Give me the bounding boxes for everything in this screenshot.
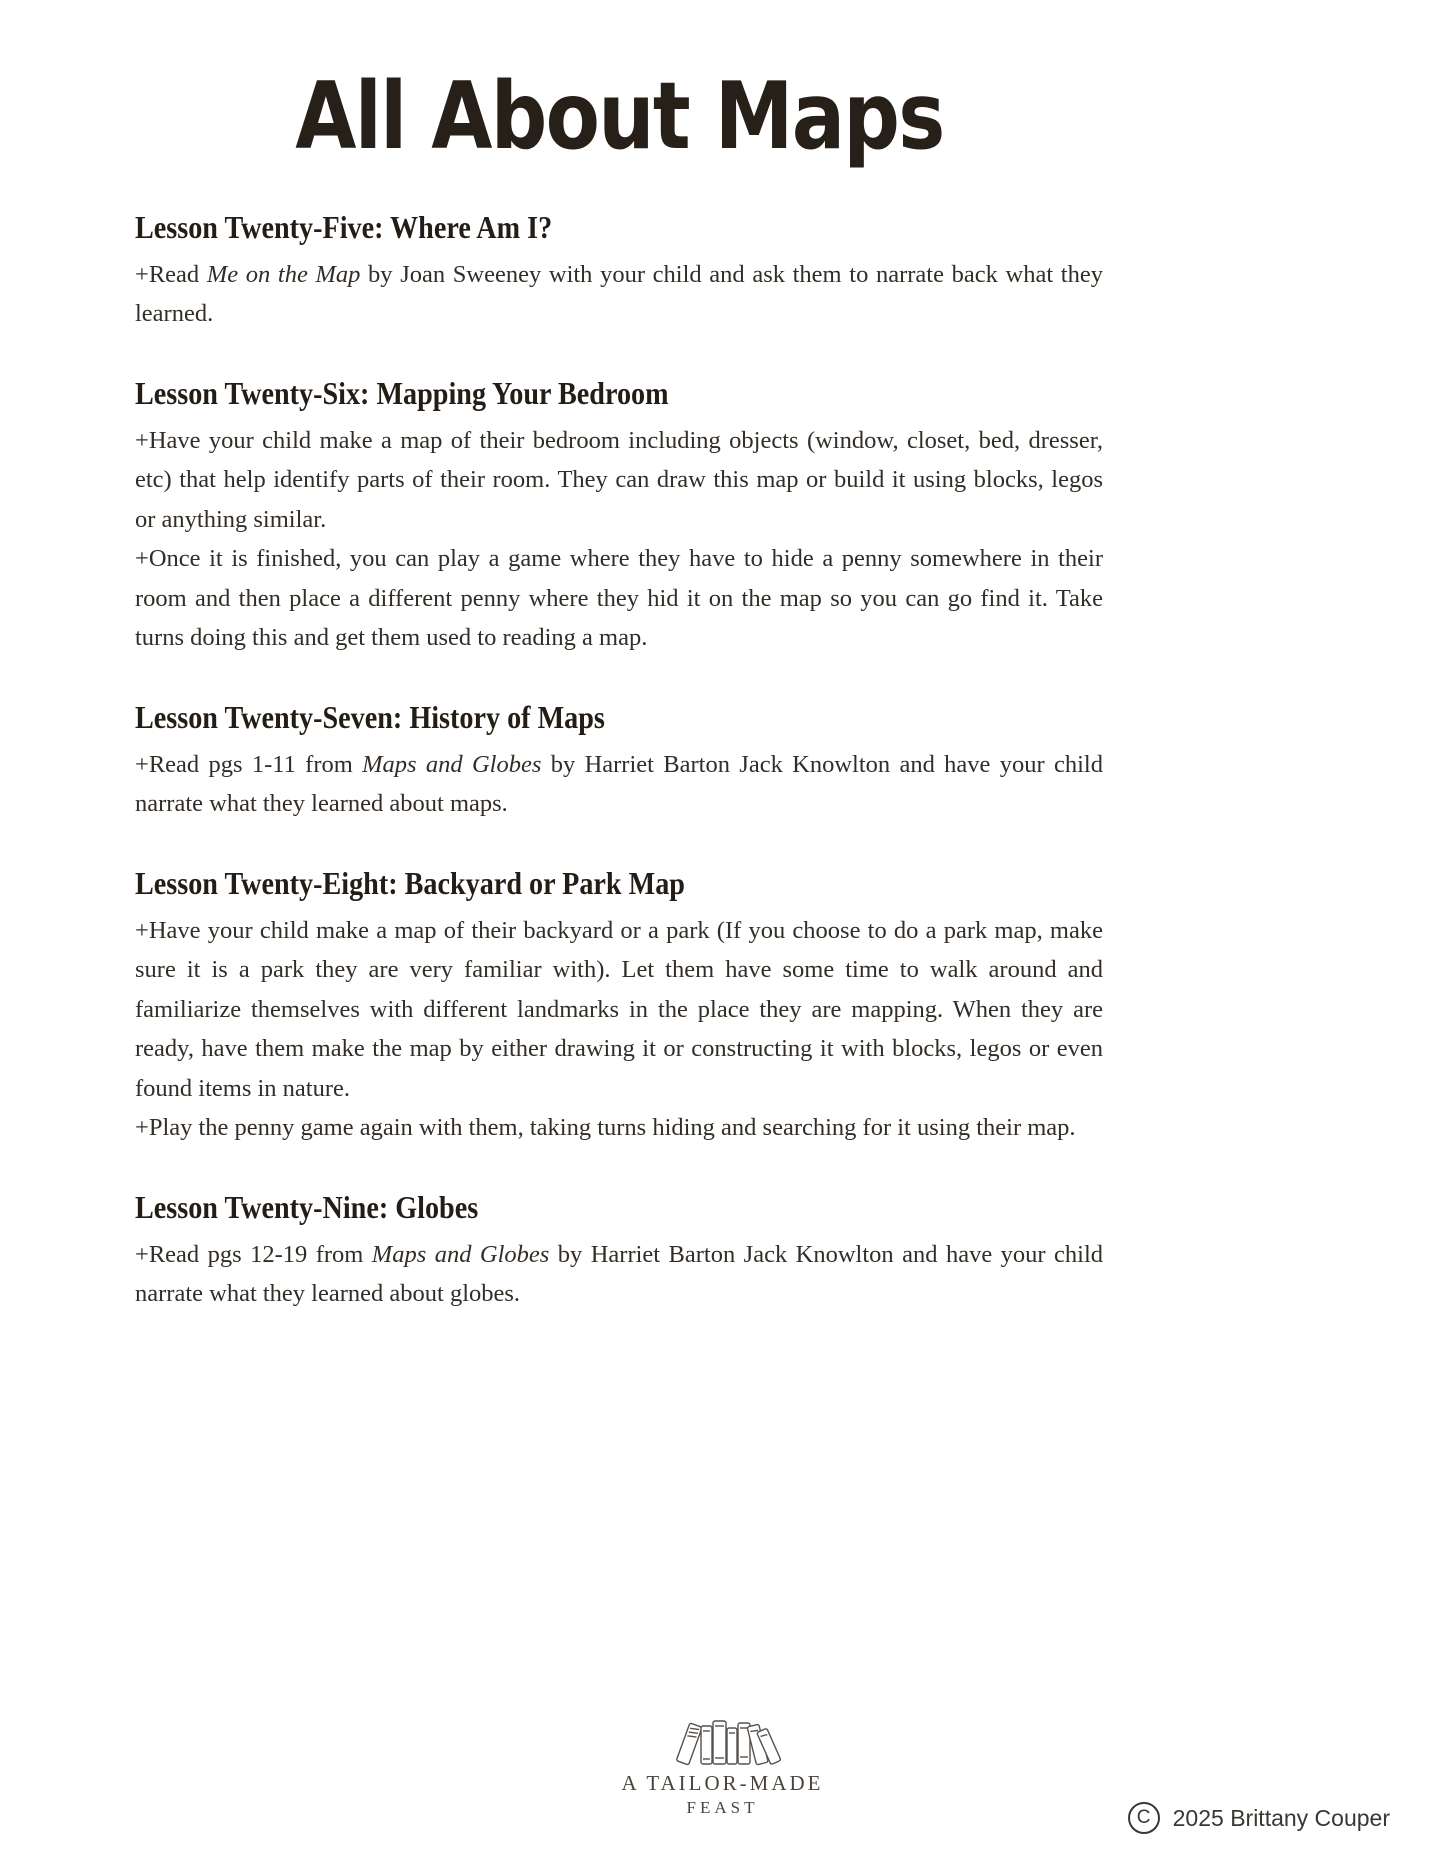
book-title-italic: Me on the Map <box>206 260 361 288</box>
books-logo-icon <box>665 1716 781 1766</box>
lesson-heading <box>135 861 1103 905</box>
lesson-paragraph <box>135 911 1103 1109</box>
paragraph-text: +Read pgs 1-11 from <box>135 750 363 778</box>
paragraph-text: by Joan Sweeney with your child and ask them to narrate back what they learned. <box>135 260 1103 328</box>
paragraph-text: +Have your child make a map of their backyard or a park (If you choose to do a park map, make sure it is a park they are very familiar with). Let them have some time to walk around and familiarize themselves with different landmarks in the place they are mapping. When they are ready, have them make the map by either drawing it or constructing it with blocks, legos or even found items in nature. <box>135 916 1103 1102</box>
copyright-text: 2025 Brittany Couper <box>1172 1804 1390 1831</box>
page-title <box>135 56 1103 177</box>
lesson-heading <box>135 205 1103 249</box>
lesson-paragraph <box>135 539 1103 658</box>
lesson-heading-text: Lesson Twenty-Nine: Globes <box>135 1188 479 1225</box>
lesson-section <box>135 371 1103 658</box>
lesson-heading <box>135 1185 1103 1229</box>
document-content <box>135 0 1103 1351</box>
lesson-paragraph <box>135 1235 1103 1314</box>
footer-brand-subtitle: FEAST <box>686 1798 759 1817</box>
book-title-italic: Maps and Globes <box>362 750 542 778</box>
paragraph-text: by Harriet Barton Jack Knowlton and have your child narrate what they learned about maps. <box>135 750 1103 818</box>
copyright-notice <box>1128 1802 1390 1834</box>
lesson-section <box>135 205 1103 334</box>
paragraph-text: by Harriet Barton Jack Knowlton and have your child narrate what they learned about globes. <box>135 1240 1103 1308</box>
lesson-section <box>135 861 1103 1148</box>
lesson-paragraph <box>135 421 1103 540</box>
lesson-heading-text: Lesson Twenty-Six: Mapping Your Bedroom <box>135 374 669 411</box>
copyright-symbol: C <box>1136 1807 1151 1828</box>
lesson-paragraph <box>135 255 1103 334</box>
lessons-list <box>135 205 1103 1314</box>
paragraph-text: +Read <box>135 260 207 288</box>
lesson-paragraph <box>135 1108 1103 1148</box>
paragraph-text: +Play the penny game again with them, taking turns hiding and searching for it using their map. <box>135 1114 1076 1142</box>
page-title-text: All About Maps <box>294 62 944 170</box>
footer-brand-name: A TAILOR-MADE <box>621 1771 824 1795</box>
lesson-heading <box>135 695 1103 739</box>
lesson-paragraph <box>135 745 1103 824</box>
lesson-section <box>135 1185 1103 1314</box>
book-title-italic: Maps and Globes <box>371 1240 550 1268</box>
copyright-icon <box>1128 1802 1160 1834</box>
paragraph-text: +Have your child make a map of their bedroom including objects (window, closet, bed, dresser, etc) that help identify parts of their room. They can draw this map or build it using blocks, legos or anything similar. <box>135 426 1103 533</box>
paragraph-text: +Read pgs 12-19 from <box>135 1240 372 1268</box>
paragraph-text: +Once it is finished, you can play a game where they have to hide a penny somewhere in their room and then place a different penny where they hid it on the map so you can go find it. Take turns doing this and get them used to reading a map. <box>135 545 1103 652</box>
lesson-heading-text: Lesson Twenty-Eight: Backyard or Park Map <box>135 864 685 901</box>
lesson-heading-text: Lesson Twenty-Five: Where Am I? <box>135 208 553 245</box>
lesson-section <box>135 695 1103 824</box>
lesson-heading <box>135 371 1103 415</box>
lesson-heading-text: Lesson Twenty-Seven: History of Maps <box>135 698 605 735</box>
